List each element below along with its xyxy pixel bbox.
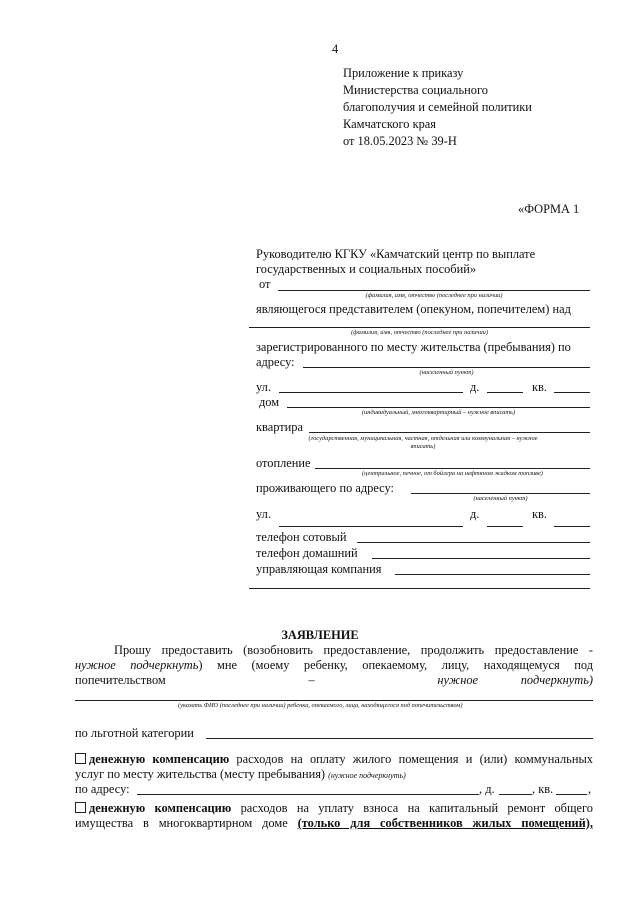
item-2-line2-text: имущества в многоквартирном доме (75, 816, 298, 830)
item-2-bold: денежную компенсацию (89, 801, 232, 815)
kvartira-label: квартира (256, 420, 303, 434)
header-line-5: от 18.05.2023 № 39-Н (343, 134, 457, 148)
hint-kvartira-2: вписать) (410, 443, 436, 450)
representative-label: являющегося представителем (опекуном, попечителем) над (256, 302, 571, 316)
item-1-line2 (75, 767, 406, 782)
residing-locality-field[interactable] (411, 493, 590, 494)
item-1-house-label: , д. (479, 782, 495, 796)
hint-locality: (населенный пункт) (419, 369, 474, 376)
statement-title: ЗАЯВЛЕНИЕ (281, 628, 359, 642)
street-field-2[interactable] (279, 526, 463, 527)
header-line-1: Приложение к приказу (343, 66, 464, 80)
item-1-house-field[interactable] (499, 794, 532, 795)
category-label: по льготной категории (75, 726, 194, 740)
hint-locality-2: (населенный пункт) (473, 495, 528, 502)
apartment-field-2[interactable] (554, 526, 590, 527)
addressee-line-1: Руководителю КГКУ «Камчатский центр по выплате (256, 247, 536, 261)
mobile-phone-field[interactable] (357, 542, 590, 543)
header-line-3: благополучия и семейной политики (343, 100, 532, 114)
from-label: от (259, 277, 271, 291)
item-1-address-field[interactable] (137, 794, 479, 795)
management-company-label: управляющая компания (256, 562, 382, 576)
item-1-checkbox[interactable] (75, 753, 86, 764)
item-1-apartment-label: , кв. (532, 782, 554, 796)
street-label: ул. (256, 380, 271, 394)
registered-line-1: зарегистрированного по месту жительства (пребывания) по (256, 340, 571, 354)
underline-text: подчеркнуть) (520, 673, 593, 687)
underline-hint: нужное подчеркнуть (75, 658, 199, 672)
apartment-label: кв. (532, 380, 547, 394)
apartment-label-2: кв. (532, 507, 547, 521)
registered-line-2: адресу: (256, 355, 295, 369)
hint-fio-2: (фамилия, имя, отчество (последнее при наличии) (350, 329, 489, 336)
item-1-hint: (нужное подчеркнуть) (328, 771, 406, 780)
order-header (343, 65, 532, 150)
item-1-rest: расходов на оплату жилого помещения и (или) коммунальных (229, 752, 593, 766)
residing-label: проживающего по адресу: (256, 481, 394, 495)
heating-type-field[interactable] (315, 468, 590, 469)
management-company-field[interactable] (395, 574, 590, 575)
mobile-phone-label: телефон сотовый (256, 530, 347, 544)
form-label: «ФОРМА 1 (518, 202, 580, 216)
apartment-field[interactable] (554, 392, 590, 393)
street-label-2: ул. (256, 507, 271, 521)
dom-type-field[interactable] (287, 407, 590, 408)
kvartira-type-field[interactable] (309, 432, 590, 433)
hint-person: (указать ФИО (последнее при наличии) ребенка, опекаемого, лица, находящегося под попечительством) (178, 702, 463, 709)
person-name-field[interactable] (75, 700, 593, 701)
item-1-line2-text: услуг по месту жительства (месту пребывания) (75, 767, 326, 781)
registered-locality-field[interactable] (303, 367, 590, 368)
management-company-field-2[interactable] (249, 588, 590, 589)
house-field[interactable] (487, 392, 523, 393)
item-2-owners-only: (только для собственников жилых помещений), (297, 816, 593, 830)
guardianship-text: попечительством (75, 673, 166, 687)
home-phone-label: телефон домашний (256, 546, 358, 560)
item-2-line1 (75, 801, 593, 816)
item-2-line2 (75, 816, 593, 831)
item-2-rest: расходов на уплату взноса на капитальный ремонт общего (231, 801, 593, 815)
page-number: 4 (332, 42, 339, 56)
applicant-name-field[interactable] (278, 290, 590, 291)
ward-name-field[interactable] (249, 327, 590, 328)
statement-p1-line1-text: Прошу предоставить (возобновить предоставление, продолжить предоставление - (114, 643, 593, 657)
hint-dom: (индивидуальный, многоквартирный – нужное вписать) (361, 409, 516, 416)
hint-kvartira-1: (государственная, муниципальная, частная, отдельная или коммунальная – нужное (308, 435, 538, 442)
house-field-2[interactable] (487, 526, 523, 527)
dom-label: дом (259, 395, 280, 409)
home-phone-field[interactable] (372, 558, 590, 559)
item-1-address-label: по адресу: (75, 782, 130, 796)
hint-heating: (центральное, печное, от бойлера на нефтяном жидком топливе) (362, 470, 543, 477)
item-1-line1 (75, 752, 593, 767)
item-1-apartment-field[interactable] (556, 794, 587, 795)
item-1-bold: денежную компенсацию (89, 752, 230, 766)
needed-text: нужное (437, 673, 479, 687)
street-field[interactable] (279, 392, 463, 393)
category-field[interactable] (206, 738, 593, 739)
item-2-checkbox[interactable] (75, 802, 86, 813)
item-1-comma: , (588, 782, 592, 796)
statement-p1-line1 (114, 643, 593, 658)
hint-fio: (фамилия, имя, отчество (последнее при наличии) (365, 292, 503, 299)
statement-p1-line2 (75, 658, 593, 673)
statement-p1-line2-rest: ) мне (моему ребенку, опекаемому, лицу, находящемуся под (198, 658, 593, 672)
header-line-4: Камчатского края (343, 117, 436, 131)
heating-label: отопление (256, 456, 311, 470)
addressee-line-2: государственных и социальных пособий» (256, 262, 477, 276)
house-label: д. (470, 380, 480, 394)
house-label-2: д. (470, 507, 480, 521)
statement-p1-line3 (75, 673, 593, 688)
header-line-2: Министерства социального (343, 83, 488, 97)
dash: – (308, 673, 315, 687)
